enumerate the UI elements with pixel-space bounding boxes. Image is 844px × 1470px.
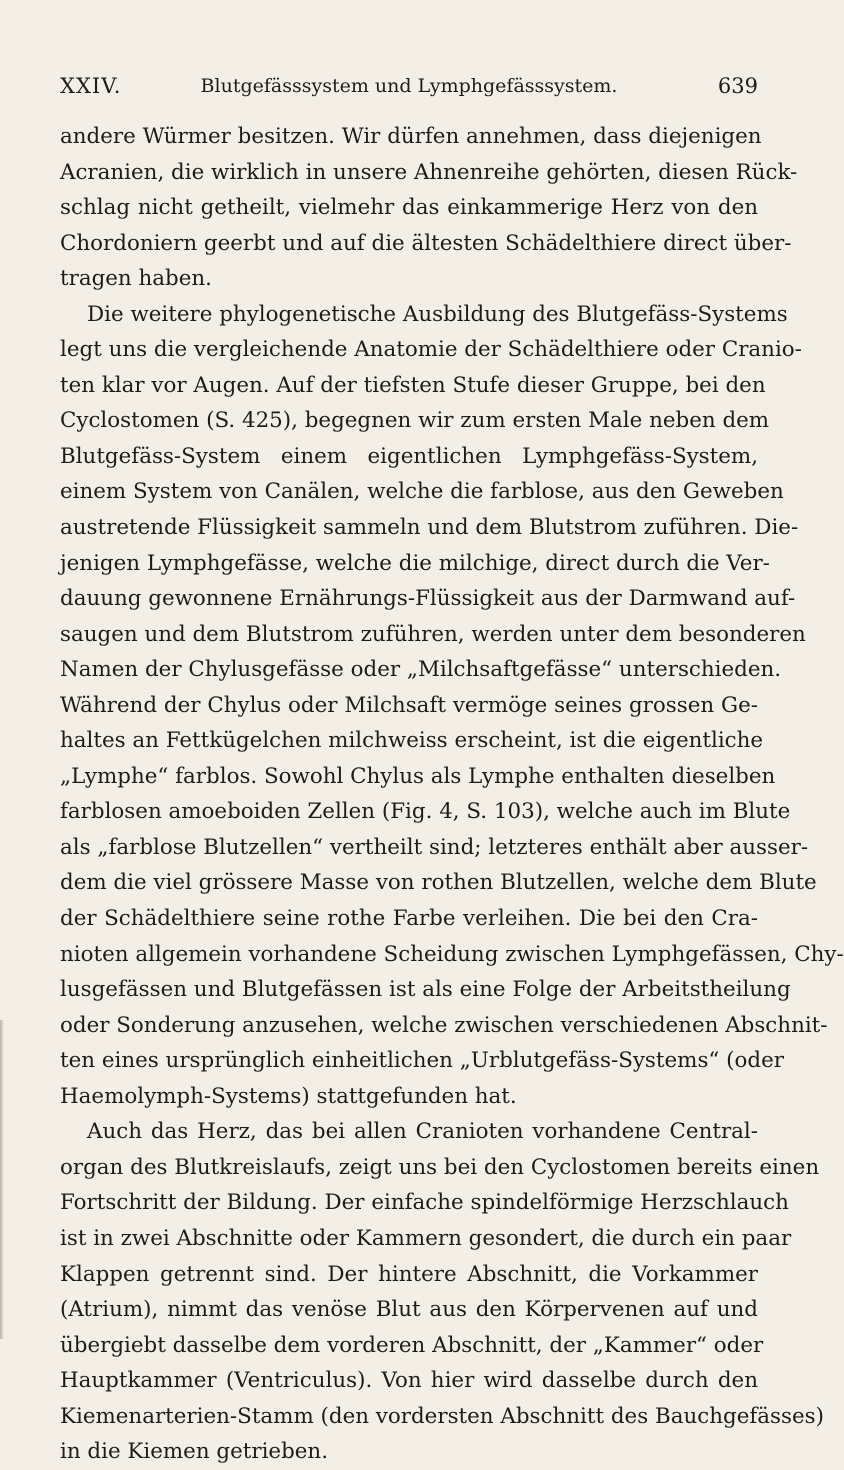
text-line: andere Würmer besitzen. Wir dürfen annehmen, dass diejenigen [60, 124, 762, 149]
text-line: „Lymphe“ farblos. Sowohl Chylus als Lymphe enthalten dieselben [60, 763, 776, 789]
text-line: Chordoniern geerbt und auf die ältesten Schädelthiere direct über- [60, 230, 792, 256]
chapter-number: XXIV. [60, 74, 122, 98]
text-line: Blutgefäss-System einem eigentlichen Lymphgefäss-System, [60, 443, 758, 469]
scan-edge-shadow [0, 1020, 4, 1339]
text-line: nioten allgemein vorhandene Scheidung zwischen Lymphgefässen, Chy- [60, 941, 844, 967]
page-number: 639 [717, 74, 758, 98]
text-line: austretende Flüssigkeit sammeln und dem Blutstrom zuführen. Die- [60, 515, 799, 541]
text-line: Haemolymph-Systems) stattgefunden hat. [60, 1083, 517, 1109]
text-line: ten eines ursprünglich einheitlichen „Urblutgefäss-Systems“ (oder [60, 1048, 784, 1074]
text-line: als „farblose Blutzellen“ vertheilt sind; letzteres enthält aber ausser- [60, 834, 809, 860]
text-line: der Schädelthiere seine rothe Farbe verleihen. Die bei den Cra- [60, 906, 758, 932]
text-line: Während der Chylus oder Milchsaft vermöge seines grossen Ge- [60, 692, 758, 718]
text-line: Kiemenarterien-Stamm (den vordersten Abschnitt des Bauchgefässes) [60, 1403, 824, 1429]
text-line: jenigen Lymphgefässe, welche die milchige, direct durch die Ver- [60, 550, 770, 576]
text-line: Cyclostomen (S. 425), begegnen wir zum ersten Male neben dem [60, 408, 770, 434]
text-line: übergiebt dasselbe dem vorderen Abschnitt, der „Kammer“ oder [60, 1332, 764, 1358]
text-line: Die weitere phylogenetische Ausbildung des Blutgefäss-Systems [87, 301, 788, 327]
running-title: Blutgefässsystem und Lymphgefässsystem. [200, 75, 618, 97]
text-line: haltes an Fettkügelchen milchweiss erscheint, ist die eigentliche [60, 728, 764, 754]
text-line: (Atrium), nimmt das venöse Blut aus den Körpervenen auf und [60, 1297, 758, 1323]
text-line: farblosen amoeboiden Zellen (Fig. 4, S. 103), welche auch im Blute [60, 799, 791, 825]
text-line: Fortschritt der Bildung. Der einfache spindelförmige Herzschlauch [60, 1190, 789, 1216]
text-line: in die Kiemen getrieben. [60, 1439, 329, 1465]
text-line: Klappen getrennt sind. Der hintere Abschnitt, die Vorkammer [60, 1261, 758, 1287]
running-header [60, 74, 758, 108]
text-line: einem System von Canälen, welche die farblose, aus den Geweben [60, 479, 784, 505]
text-line: Namen der Chylusgefässe oder „Milchsaftgefässe“ unterschieden. [60, 657, 782, 683]
text-line: Auch das Herz, das bei allen Cranioten vorhandene Central- [87, 1119, 758, 1145]
text-line: organ des Blutkreislaufs, zeigt uns bei den Cyclostomen bereits einen [60, 1154, 820, 1180]
text-line: ist in zwei Abschnitte oder Kammern gesondert, die durch ein paar [60, 1225, 792, 1251]
text-line: saugen und dem Blutstrom zuführen, werden unter dem besonderen [60, 621, 806, 647]
text-line: Hauptkammer (Ventriculus). Von hier wird dasselbe durch den [60, 1368, 758, 1394]
text-line: legt uns die vergleichende Anatomie der Schädelthiere oder Cranio- [60, 337, 802, 363]
text-line: Acranien, die wirklich in unsere Ahnenreihe gehörten, diesen Rück- [60, 159, 798, 185]
text-line: schlag nicht getheilt, vielmehr das einkammerige Herz von den [60, 195, 758, 221]
text-line: ten klar vor Augen. Auf der tiefsten Stufe dieser Gruppe, bei den [60, 372, 766, 398]
text-line: lusgefässen und Blutgefässen ist als eine Folge der Arbeitstheilung [60, 977, 791, 1003]
text-line: oder Sonderung anzusehen, welche zwischen verschiedenen Abschnit- [60, 1012, 828, 1038]
body-text [60, 119, 844, 1470]
text-line: dauung gewonnene Ernährungs-Flüssigkeit aus der Darmwand auf- [60, 586, 796, 612]
text-line: dem die viel grössere Masse von rothen Blutzellen, welche dem Blute [60, 870, 817, 896]
text-line: tragen haben. [60, 266, 212, 292]
